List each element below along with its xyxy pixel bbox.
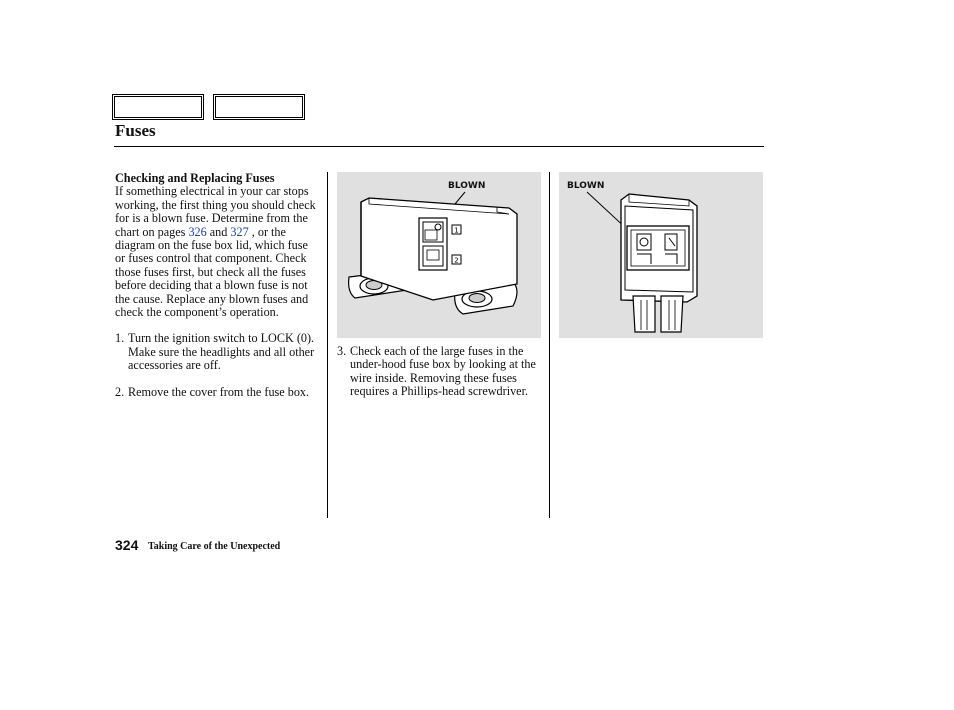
step-number: 1. xyxy=(115,331,125,346)
step-text: Turn the ignition switch to LOCK (0). Make sure the headlights and all other accessories are off. xyxy=(128,331,315,373)
intro-text-end: , or the diagram on the fuse box lid, which fuse or fuses control that component. Check those fuses first, but check all the fuses before deciding that a blown fuse is not the cause. Replace any blown fuses and check the component’s operation. xyxy=(115,224,309,320)
middle-column xyxy=(337,345,537,399)
fuse-box-figure xyxy=(337,172,541,338)
step-1 xyxy=(115,332,321,372)
section-name: Taking Care of the Unexpected xyxy=(148,541,281,552)
header-tab-1 xyxy=(112,94,204,120)
step-3 xyxy=(337,345,537,399)
step-number: 3. xyxy=(337,344,347,358)
step-2 xyxy=(115,386,321,399)
fuse-closeup-illustration xyxy=(559,172,763,338)
page-link-326[interactable]: 326 xyxy=(188,224,207,239)
fuse-box-illustration xyxy=(337,172,541,338)
svg-text:1: 1 xyxy=(454,226,459,235)
svg-text:2: 2 xyxy=(454,256,459,265)
step-text: Remove the cover from the fuse box. xyxy=(128,384,310,399)
page-link-327[interactable]: 327 xyxy=(230,224,249,239)
steps-list xyxy=(115,332,321,399)
header-tab-2 xyxy=(213,94,305,120)
blown-label: BLOWN xyxy=(567,181,605,191)
title-rule xyxy=(114,146,764,147)
and-text: and xyxy=(209,224,228,239)
intro-text-start: If something electrical in your car stops working, the first thing you should check for is a blown fuse. Determine from the chart on pages xyxy=(115,184,316,239)
step-number: 2. xyxy=(115,384,125,399)
intro-paragraph xyxy=(115,185,321,319)
left-column xyxy=(115,172,321,399)
column-divider-2 xyxy=(549,172,550,518)
step-text: Check each of the large fuses in the under-hood fuse box by looking at the wire inside. Removing these fuses requires a Phillips-head screwdriver. xyxy=(350,344,536,399)
page-title: Fuses xyxy=(115,121,156,140)
page-number: 324 xyxy=(115,537,139,553)
column-divider-1 xyxy=(327,172,328,518)
fuse-closeup-figure xyxy=(559,172,763,338)
blown-label: BLOWN xyxy=(448,181,486,191)
section-heading: Checking and Replacing Fuses xyxy=(115,171,275,185)
